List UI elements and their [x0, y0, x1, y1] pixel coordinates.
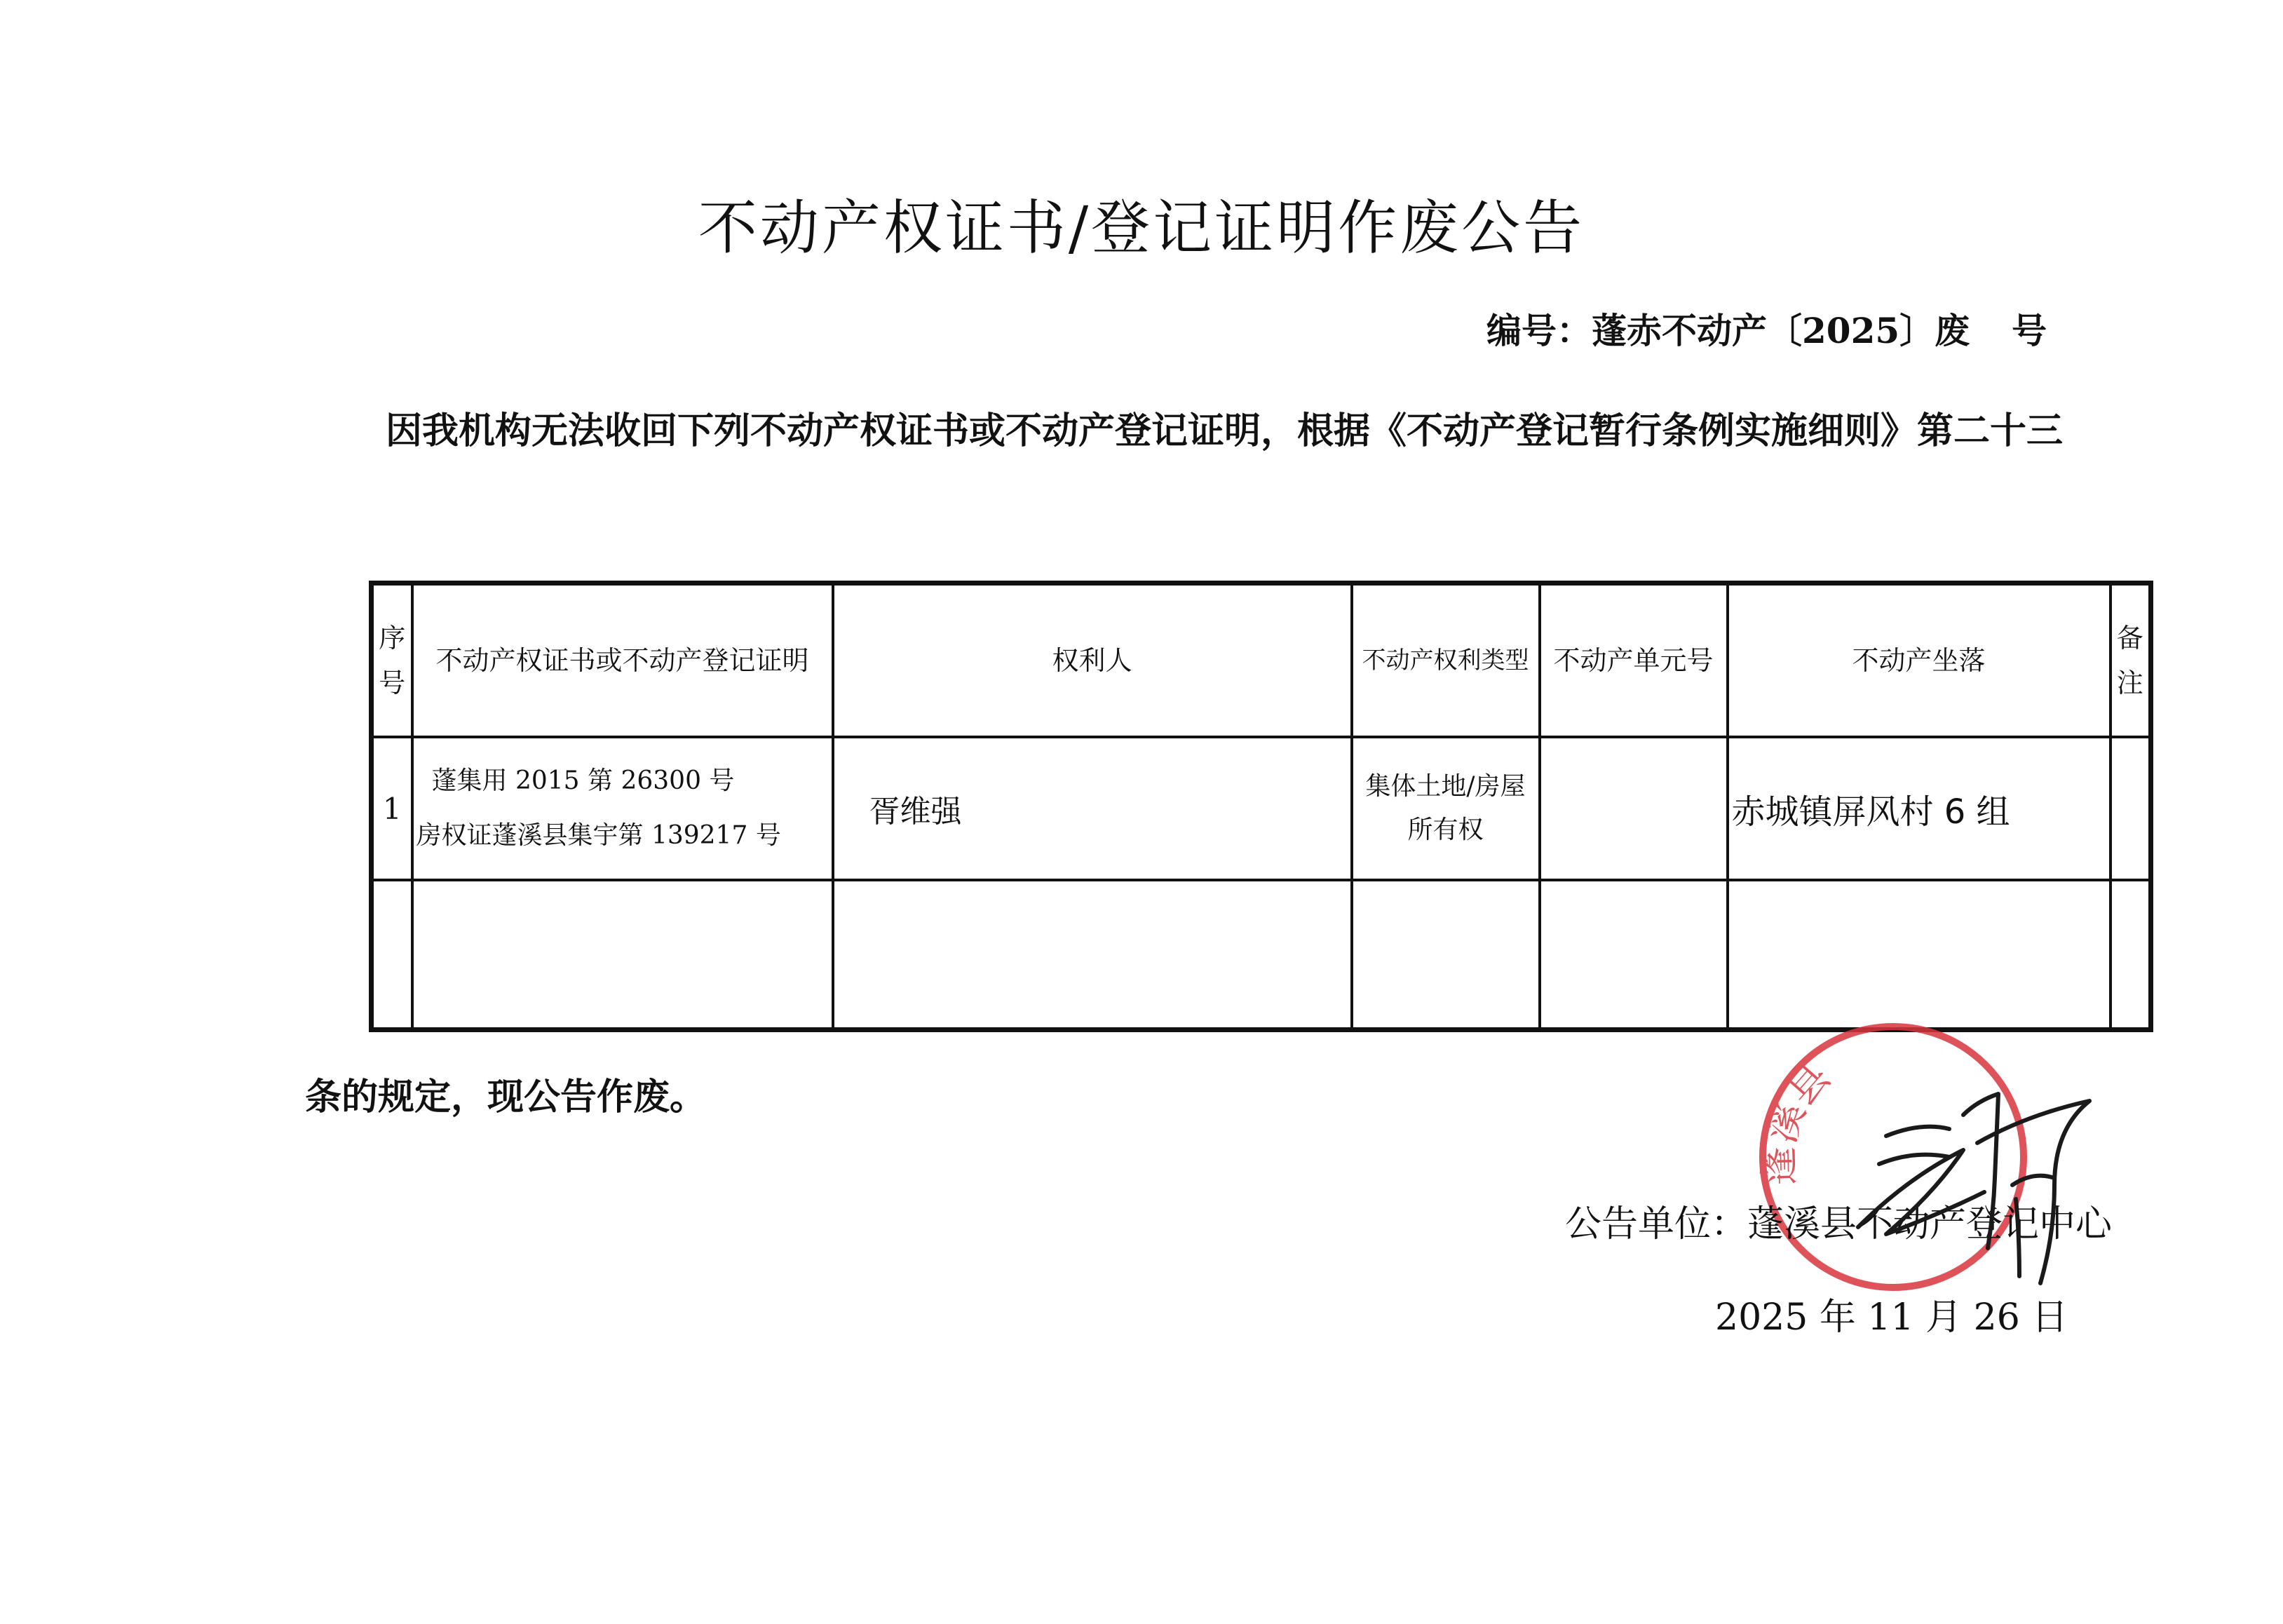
header-location: 不动产坐落 — [1728, 583, 2111, 738]
notice-title: 不动产权证书/登记证明作废公告 — [698, 194, 1585, 262]
row-remark — [2111, 737, 2151, 880]
table-header-row — [372, 583, 2151, 738]
void-certificate-table — [369, 581, 2153, 1032]
issuer: 公告单位：蓬溪县不动产登记中心 — [1565, 1203, 2113, 1245]
notice-intro: 因我机构无法收回下列不动产权证书或不动产登记证明，根据《不动产登记暂行条例实施细则》第二十三 — [386, 410, 2064, 452]
row-location: 赤城镇屏风村 6 组 — [1728, 737, 2111, 880]
row-right-type: 集体土地/房屋所有权 — [1352, 737, 1540, 880]
header-certificate: 不动产权证书或不动产登记证明 — [412, 583, 833, 738]
header-remark: 备注 — [2111, 583, 2151, 738]
document-number-suffix: 号 — [2012, 310, 2047, 351]
document-number — [1486, 303, 2047, 353]
document-number-label: 编号：蓬赤不动产〔2025〕废 — [1486, 310, 1970, 351]
certificate-line-1: 蓬集用 2015 第 26300 号 — [431, 766, 735, 795]
row-holder: 胥维强 — [833, 737, 1352, 880]
table-row-empty — [372, 880, 2151, 1030]
header-unit-no: 不动产单元号 — [1540, 583, 1728, 738]
seal-text: 蓬溪县 — [1756, 1055, 1839, 1186]
notice-closing: 条的规定，现公告作废。 — [305, 1076, 707, 1118]
header-no: 序号 — [372, 583, 412, 738]
issue-date: 2025 年 11 月 26 日 — [1715, 1297, 2068, 1339]
certificate-line-2: 房权证蓬溪县集宇第 139217 号 — [416, 821, 781, 850]
row-certificate — [412, 737, 833, 880]
table-row — [372, 737, 2151, 880]
handwritten-signature — [1844, 1073, 2146, 1297]
row-no: 1 — [372, 737, 412, 880]
row-unit-no — [1540, 737, 1728, 880]
header-holder: 权利人 — [833, 583, 1352, 738]
header-right-type: 不动产权利类型 — [1352, 583, 1540, 738]
